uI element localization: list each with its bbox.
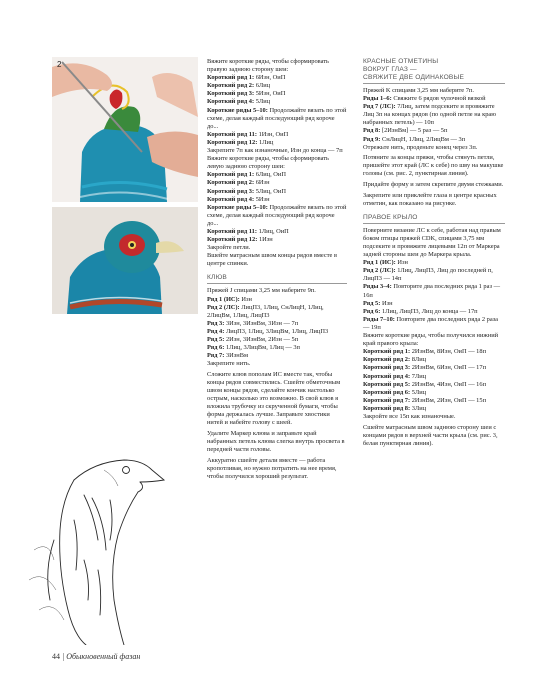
paragraph: Пряжей K спицами 3,25 мм наберите 7п. <box>363 87 474 94</box>
paragraph: Поверните вязание ЛС к себе, работая над правым боком птицы пряжей CDK, спицами 3,75 мм подсеките и провяжите лицевыми 12п от Маркера задней стороны шеи до Маркера крыла. <box>363 226 501 259</box>
row-text: 1Лиц, ЛицП3, Лиц до конца — 17п <box>381 307 478 315</box>
book-title: Обыкновенный фазан <box>66 652 141 661</box>
row-label: Короткий ряд 11: <box>207 130 257 138</box>
heading-line: КРАСНЫЕ ОТМЕТИНЫ <box>363 58 439 65</box>
row-label: Ряд 9: <box>363 135 381 143</box>
row-text: 3Изн, 3ИзнВм, 3Изн — 7п <box>225 319 299 327</box>
row-text: ЛицП3, 1Лиц, СнЛицН, 1Лиц, 2ЛицВм, 1Лиц, ЛицП3 <box>207 303 324 319</box>
row-text: 2Изн, 3ИзнВм, 2Изн — 5п <box>225 336 299 343</box>
row-label: Короткий ряд 12: <box>207 138 258 146</box>
row-text: 5Лиц, ОиП <box>255 187 286 195</box>
row-label: Ряд 6: <box>363 307 381 315</box>
row-text: Продолжайте вязать по этой схеме, делая каждый последующий ряд короче до... <box>207 203 347 227</box>
figure-number: 2 <box>57 60 62 69</box>
row-text: 6Лиц, ОиП <box>255 171 286 179</box>
row-text: 2ИзнВм, 6Изн, ОиП — 17п <box>411 364 486 372</box>
text-column-left <box>207 58 347 481</box>
row-text: 2ИзнВм, 4Изн, ОиП — 16п <box>411 380 486 388</box>
row-text: 2ИзнВм, 2Изн, ОиП — 15п <box>411 396 486 404</box>
row-text: 8Лиц <box>411 356 427 364</box>
knitting-photo-1 <box>52 57 198 202</box>
row-text: 7Лиц <box>411 372 427 380</box>
row-label: Ряд 1 (ИС): <box>207 295 240 303</box>
row-label: Короткие ряды 5–10: <box>207 203 268 211</box>
section-heading-eye-marks <box>363 58 505 84</box>
paragraph: Потяните за концы пряжи, чтобы стянуть петли, пришейте этот край (ЛС к себе) по шву на макушке головы (см. рис. 2, пунктирная линия). <box>363 154 504 178</box>
row-text: Повторите два последних ряда 1 раз — 16п <box>363 283 500 299</box>
paragraph: Отрежьте нить, проденьте конец через 3п. <box>363 143 478 151</box>
row-text: [2ИзнВм] — 5 раз — 5п <box>381 127 448 135</box>
row-label: Ряд 8: <box>363 127 381 135</box>
paragraph: Вшейте матрасным швом концы рядов вместе в центре спинки. <box>207 252 337 268</box>
paragraph: Вяжите короткие ряды, чтобы сформировать левую заднюю сторону шеи: <box>207 155 329 171</box>
row-text: 1Изн, ОиП <box>258 130 289 138</box>
row-label: Короткий ряд 3: <box>207 187 255 195</box>
paragraph: Вяжите короткие ряды, чтобы сформировать правую заднюю сторону шеи: <box>207 58 329 74</box>
knitting-photo-2 <box>52 207 198 314</box>
paragraph: Закрепите нить. <box>207 360 251 368</box>
row-label: Ряд 5: <box>363 299 381 307</box>
row-text: 6Лиц <box>255 82 271 90</box>
row-label: Ряды 3–4: <box>363 283 392 291</box>
heading-line: ВОКРУГ ГЛАЗ — <box>363 66 417 73</box>
row-text: 1Лиц, ЛицП3, Лиц до последней п, ЛицП3 — 14п <box>363 267 493 283</box>
pheasant-sketch <box>14 440 184 645</box>
row-label: Короткие ряды 5–10: <box>207 106 268 114</box>
row-label: Ряд 3: <box>207 319 225 327</box>
row-text: Повторите два последних ряда 2 раза — 19п <box>363 315 499 331</box>
row-text: 1Изн <box>258 236 273 244</box>
row-label: Короткий ряд 8: <box>363 404 411 412</box>
row-label: Короткий ряд 1: <box>207 74 255 82</box>
row-label: Короткий ряд 12: <box>207 236 258 244</box>
row-text: 6Изн, ОиП <box>255 74 286 82</box>
row-label: Ряд 6: <box>207 344 225 352</box>
row-label: Короткий ряд 11: <box>207 227 257 235</box>
row-text: 5Лиц <box>255 98 271 106</box>
row-text: 7Лиц, затем подсеките и провяжите Лиц 3п на концах рядов (по одной петле на краю набранных петель) — 10п <box>363 103 496 127</box>
row-text: 3Лиц <box>411 404 427 412</box>
row-label: Ряд 5: <box>207 336 225 343</box>
paragraph: Пряжей J спицами 3,25 мм наберите 9п. <box>207 287 316 295</box>
row-label: Ряд 2 (ЛС): <box>207 303 240 311</box>
paragraph: Удалите Маркер клюва и заправьте край набранных петель клюва слегка внутрь просвета в передней части головы. <box>207 430 345 454</box>
row-text: 3ИзнВм <box>225 352 249 360</box>
row-label: Короткий ряд 2: <box>207 179 255 187</box>
row-text: 5Изн <box>255 195 270 203</box>
row-text: 5Лиц <box>411 388 427 396</box>
row-label: Короткий ряд 4: <box>207 195 255 203</box>
row-text: 1Лиц, ОиП <box>258 227 289 235</box>
paragraph: Аккуратно сшейте детали вместе — работа кропотливая, но нужно потратить на нее время, чтобы получился хороший результат. <box>207 456 337 480</box>
row-label: Короткий ряд 3: <box>207 90 255 98</box>
row-text: 1Лиц, 3ЛицВм, 1Лиц — 3п <box>225 344 300 352</box>
row-label: Короткий ряд 1: <box>363 348 411 356</box>
row-label: Ряд 7: <box>207 352 225 360</box>
section-heading-beak: КЛЮВ <box>207 274 347 284</box>
page-footer: 44 | Обыкновенный фазан <box>52 652 141 661</box>
row-label: Ряд 1 (ИС): <box>363 259 396 267</box>
row-text: Изн <box>381 299 393 307</box>
paragraph: Сшейте матрасным швом заднюю сторону шеи с концами рядов в верхней части крыла (см. рис. 3, белая пунктирная линия). <box>363 423 498 447</box>
row-text: Изн <box>397 259 408 267</box>
row-label: Короткий ряд 4: <box>207 98 255 106</box>
row-text: Свяжите 6 рядов чулочной вязкой <box>393 95 486 103</box>
row-label: Ряд 7 (ЛС): <box>363 103 396 111</box>
row-text: Изн <box>241 295 252 303</box>
paragraph: Придайте форму и затем скрепите двумя стежками. <box>363 181 504 189</box>
paragraph: Закройте петли. <box>207 244 251 252</box>
row-label: Короткий ряд 2: <box>207 82 255 90</box>
row-label: Короткий ряд 3: <box>363 364 411 372</box>
paragraph: Сложите клюв пополам ИС вместе так, чтобы концы рядов совместились. Сшейте обметочным швом концы рядов, сделайте кончик настолько острым, насколько это возможно. В свой клюв я вложила трубочку из скрученной бумаги, чтобы форма держалась лучше. Заправьте хвостики нитей и набейте голову с шеей. <box>207 370 341 427</box>
row-label: Ряды 7–10: <box>363 315 395 323</box>
row-text: 6Изн <box>255 179 270 187</box>
row-label: Ряды 1–6: <box>363 95 392 103</box>
row-label: Короткий ряд 7: <box>363 396 411 404</box>
page-number: 44 <box>52 652 60 661</box>
section-heading-right-wing: ПРАВОЕ КРЫЛО <box>363 214 505 224</box>
heading-line: СВЯЖИТЕ ДВЕ ОДИНАКОВЫЕ <box>363 74 465 81</box>
row-label: Короткий ряд 4: <box>363 372 411 380</box>
row-text: Продолжайте вязать по этой схеме, делая каждый последующий ряд короче до... <box>207 106 347 130</box>
row-label: Ряд 2 (ЛС): <box>363 267 396 275</box>
row-text: 2ИзнВм, 8Изн, ОиП — 18п <box>411 348 486 356</box>
row-label: Короткий ряд 2: <box>363 356 411 364</box>
text-column-right <box>363 58 505 448</box>
row-label: Короткий ряд 6: <box>363 388 411 396</box>
paragraph: Закройте все 15п как изнаночные. <box>363 412 456 420</box>
paragraph: Закрепите 7п как изнаночные, Изн до конца — 7п <box>207 147 343 155</box>
row-text: 1Лиц <box>258 138 274 146</box>
row-text: СнЛицН, 1Лиц, 2ЛицВм — 3п <box>381 135 466 143</box>
row-label: Короткий ряд 1: <box>207 171 255 179</box>
row-label: Короткий ряд 5: <box>363 380 411 388</box>
row-text: 5Изн, ОиП <box>255 90 286 98</box>
row-label: Ряд 4: <box>207 327 225 335</box>
paragraph: Закрепите или приклейте глаза в центре красных отметин, как показано на рисунке. <box>363 191 497 207</box>
row-text: ЛицП3, 1Лиц, 3ЛицВм, 1Лиц, ЛицП3 <box>225 327 329 335</box>
paragraph: Вяжите короткие ряды, чтобы получился нижний край правого крыла: <box>363 332 499 348</box>
